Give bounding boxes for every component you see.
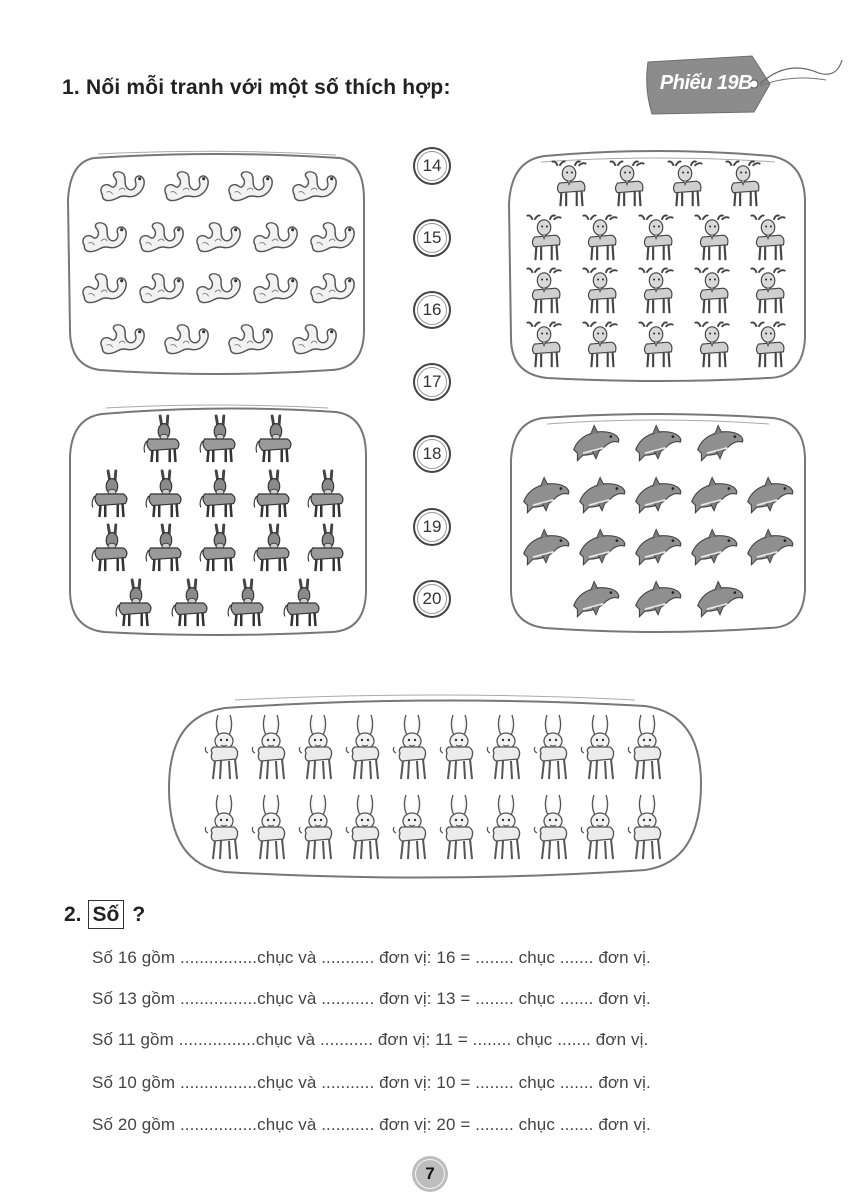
goat-icon — [746, 321, 792, 371]
snake-icon — [96, 167, 148, 205]
dolphin-icon — [520, 475, 572, 517]
rabbit-icon — [251, 793, 291, 863]
dolphin-icon — [632, 475, 684, 517]
fill-row[interactable] — [92, 948, 792, 968]
donkey-icon — [304, 523, 350, 573]
goat-icon — [663, 160, 709, 210]
exercise-2-title — [64, 900, 145, 929]
donkey-icon — [196, 523, 242, 573]
donkey-icon — [250, 469, 296, 519]
donkey-icon — [168, 578, 214, 628]
fill-row[interactable] — [92, 1030, 792, 1050]
rabbit-icon — [298, 713, 338, 783]
goat-icon — [522, 214, 568, 264]
number-circle-20[interactable]: 20 — [413, 580, 451, 618]
donkey-icon — [140, 414, 186, 464]
snake-icon — [160, 167, 212, 205]
fill-row-right: 13 = ........ chục ....... đơn vị. — [436, 989, 651, 1008]
goat-icon — [690, 321, 736, 371]
number-circle-19[interactable]: 19 — [413, 508, 451, 546]
goat-icon — [721, 160, 767, 210]
snake-icon — [160, 320, 212, 358]
dolphin-icon — [694, 423, 746, 465]
rabbit-icon — [439, 793, 479, 863]
donkey-icon — [252, 414, 298, 464]
snake-icon — [96, 320, 148, 358]
fill-row-left: Số 20 gồm ................chục và ........... đơn vị: — [92, 1115, 432, 1134]
fill-row-left: Số 11 gồm ................chục và ........... đơn vị: — [92, 1030, 431, 1049]
fill-row[interactable] — [92, 1073, 792, 1093]
question-mark: ? — [132, 902, 146, 926]
goat-icon — [746, 267, 792, 317]
fill-row[interactable] — [92, 989, 792, 1009]
snake-icon — [306, 269, 358, 307]
fill-row-left: Số 16 gồm ................chục và ........... đơn vị: — [92, 948, 432, 967]
donkey-icon — [88, 523, 134, 573]
goat-icon — [522, 267, 568, 317]
dolphin-icon — [576, 475, 628, 517]
rabbit-icon — [345, 713, 385, 783]
snake-icon — [135, 269, 187, 307]
rabbit-icon — [439, 713, 479, 783]
page-number: 7 — [412, 1156, 448, 1192]
donkey-icon — [142, 523, 188, 573]
dolphin-icon — [688, 527, 740, 569]
snake-icon — [249, 269, 301, 307]
rabbit-icon — [627, 793, 667, 863]
rabbit-icon — [392, 713, 432, 783]
boxed-word: Số — [88, 900, 125, 929]
snake-icon — [192, 218, 244, 256]
fill-row-left: Số 13 gồm ................chục và ........... đơn vị: — [92, 989, 432, 1008]
rabbit-icon — [533, 793, 573, 863]
goat-icon — [690, 214, 736, 264]
number-circle-16[interactable]: 16 — [413, 291, 451, 329]
snake-icon — [224, 320, 276, 358]
goat-icon — [634, 321, 680, 371]
worksheet-tag-label: Phiếu 19B — [659, 72, 753, 94]
fill-row-right: 16 = ........ chục ....... đơn vị. — [436, 948, 651, 967]
donkey-icon — [112, 578, 158, 628]
donkey-icon — [88, 469, 134, 519]
goat-icon — [634, 267, 680, 317]
number-circle-17[interactable]: 17 — [413, 363, 451, 401]
dolphins-picture — [514, 418, 802, 626]
snake-icon — [78, 269, 130, 307]
donkey-icon — [142, 469, 188, 519]
rabbit-icon — [486, 713, 526, 783]
donkey-icon — [196, 469, 242, 519]
snakes-picture — [74, 160, 362, 365]
rabbit-icon — [580, 793, 620, 863]
goat-icon — [690, 267, 736, 317]
snake-icon — [78, 218, 130, 256]
number-circle-18[interactable]: 18 — [413, 435, 451, 473]
snake-icon — [192, 269, 244, 307]
goat-icon — [522, 321, 568, 371]
number-circle-15[interactable]: 15 — [413, 219, 451, 257]
snake-icon — [288, 320, 340, 358]
goat-icon — [578, 321, 624, 371]
number-circle-14[interactable]: 14 — [413, 147, 451, 185]
dolphin-icon — [570, 579, 622, 621]
rabbit-icon — [298, 793, 338, 863]
fill-row-left: Số 10 gồm ................chục và ........... đơn vị: — [92, 1073, 432, 1092]
donkey-icon — [196, 414, 242, 464]
dolphin-icon — [744, 527, 796, 569]
rabbit-icon — [392, 793, 432, 863]
goat-icon — [605, 160, 651, 210]
fill-row-right: 20 = ........ chục ....... đơn vị. — [436, 1115, 651, 1134]
snake-icon — [224, 167, 276, 205]
tag-string-icon — [756, 50, 846, 100]
donkeys-picture — [76, 412, 362, 630]
exercise-2-number: 2. — [64, 902, 82, 926]
goat-icon — [746, 214, 792, 264]
dolphin-icon — [744, 475, 796, 517]
fill-row-right: 10 = ........ chục ....... đơn vị. — [436, 1073, 651, 1092]
snake-icon — [135, 218, 187, 256]
rabbit-icon — [533, 713, 573, 783]
dolphin-icon — [576, 527, 628, 569]
snake-icon — [249, 218, 301, 256]
donkey-icon — [280, 578, 326, 628]
rabbit-icon — [486, 793, 526, 863]
rabbits-picture — [190, 708, 680, 868]
goat-icon — [547, 160, 593, 210]
fill-row[interactable] — [92, 1115, 792, 1135]
rabbit-icon — [204, 793, 244, 863]
goats-picture — [512, 158, 802, 373]
dolphin-icon — [632, 579, 684, 621]
dolphin-icon — [688, 475, 740, 517]
goat-icon — [634, 214, 680, 264]
fill-row-right: 11 = ........ chục ....... đơn vị. — [435, 1030, 649, 1049]
rabbit-icon — [251, 713, 291, 783]
snake-icon — [306, 218, 358, 256]
dolphin-icon — [520, 527, 572, 569]
rabbit-icon — [345, 793, 385, 863]
goat-icon — [578, 267, 624, 317]
goat-icon — [578, 214, 624, 264]
dolphin-icon — [632, 527, 684, 569]
exercise-1-title: 1. Nối mỗi tranh với một số thích hợp: — [62, 76, 451, 99]
dolphin-icon — [570, 423, 622, 465]
donkey-icon — [250, 523, 296, 573]
rabbit-icon — [627, 713, 667, 783]
donkey-icon — [224, 578, 270, 628]
donkey-icon — [304, 469, 350, 519]
snake-icon — [288, 167, 340, 205]
dolphin-icon — [694, 579, 746, 621]
rabbit-icon — [204, 713, 244, 783]
rabbit-icon — [580, 713, 620, 783]
dolphin-icon — [632, 423, 684, 465]
